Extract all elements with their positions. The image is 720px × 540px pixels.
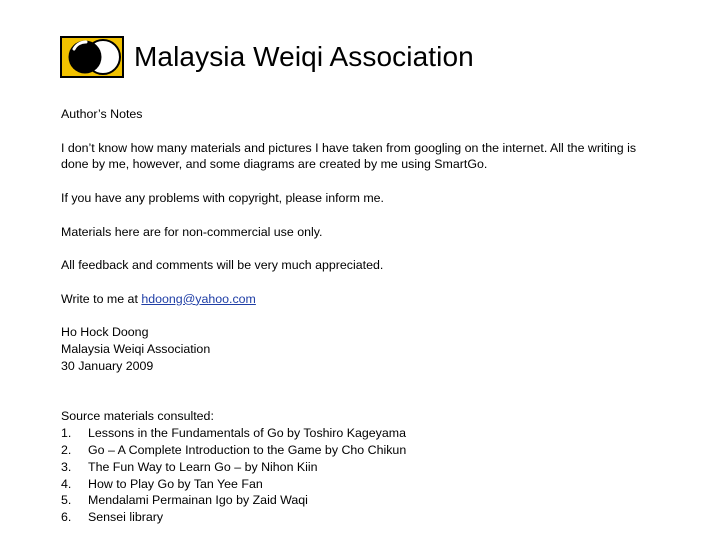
list-item (61, 476, 661, 493)
notes-date: 30 January 2009 (61, 358, 154, 373)
list-item (61, 509, 661, 526)
sources-heading: Source materials consulted: (61, 409, 214, 424)
list-item-text: Sensei library (88, 510, 164, 525)
authors-notes (61, 106, 661, 526)
list-item (61, 425, 661, 442)
list-item-text: How to Play Go by Tan Yee Fan (88, 476, 263, 491)
list-item-text: Mendalami Permainan Igo by Zaid Waqi (88, 493, 308, 508)
author-organization: Malaysia Weiqi Association (61, 342, 211, 357)
go-stones-logo-icon (60, 36, 124, 78)
contact-prefix: Write to me at (61, 291, 142, 306)
list-item-number: 1. (61, 426, 72, 441)
email-link[interactable]: hdoong@yahoo.com (141, 291, 256, 306)
list-item-number: 3. (61, 459, 72, 474)
list-item-text: Go – A Complete Introduction to the Game by Cho Chikun (88, 442, 407, 457)
list-item-number: 4. (61, 476, 72, 491)
list-item (61, 492, 661, 509)
author-name: Ho Hock Doong (61, 325, 149, 340)
list-item-text: The Fun Way to Learn Go – by Nihon Kiin (88, 459, 318, 474)
list-item (61, 459, 661, 476)
notes-heading: Author’s Notes (61, 107, 143, 121)
page-header (60, 34, 474, 80)
notes-usage: Materials here are for non-commercial use only. (61, 224, 323, 239)
contact-line (61, 291, 661, 308)
site-title: Malaysia Weiqi Association (134, 41, 474, 72)
list-item (61, 442, 661, 459)
list-item-text: Lessons in the Fundamentals of Go by Toshiro Kageyama (88, 426, 406, 441)
notes-copyright: If you have any problems with copyright, please inform me. (61, 190, 384, 205)
notes-intro: I don’t know how many materials and pictures I have taken from googling on the internet. All the writing is done by me, however, and some diagrams are created by me using SmartGo. (61, 140, 637, 172)
list-item-number: 6. (61, 510, 72, 525)
list-item-number: 5. (61, 493, 72, 508)
notes-feedback: All feedback and comments will be very much appreciated. (61, 258, 384, 273)
list-item-number: 2. (61, 442, 72, 457)
sources-list (61, 425, 661, 526)
